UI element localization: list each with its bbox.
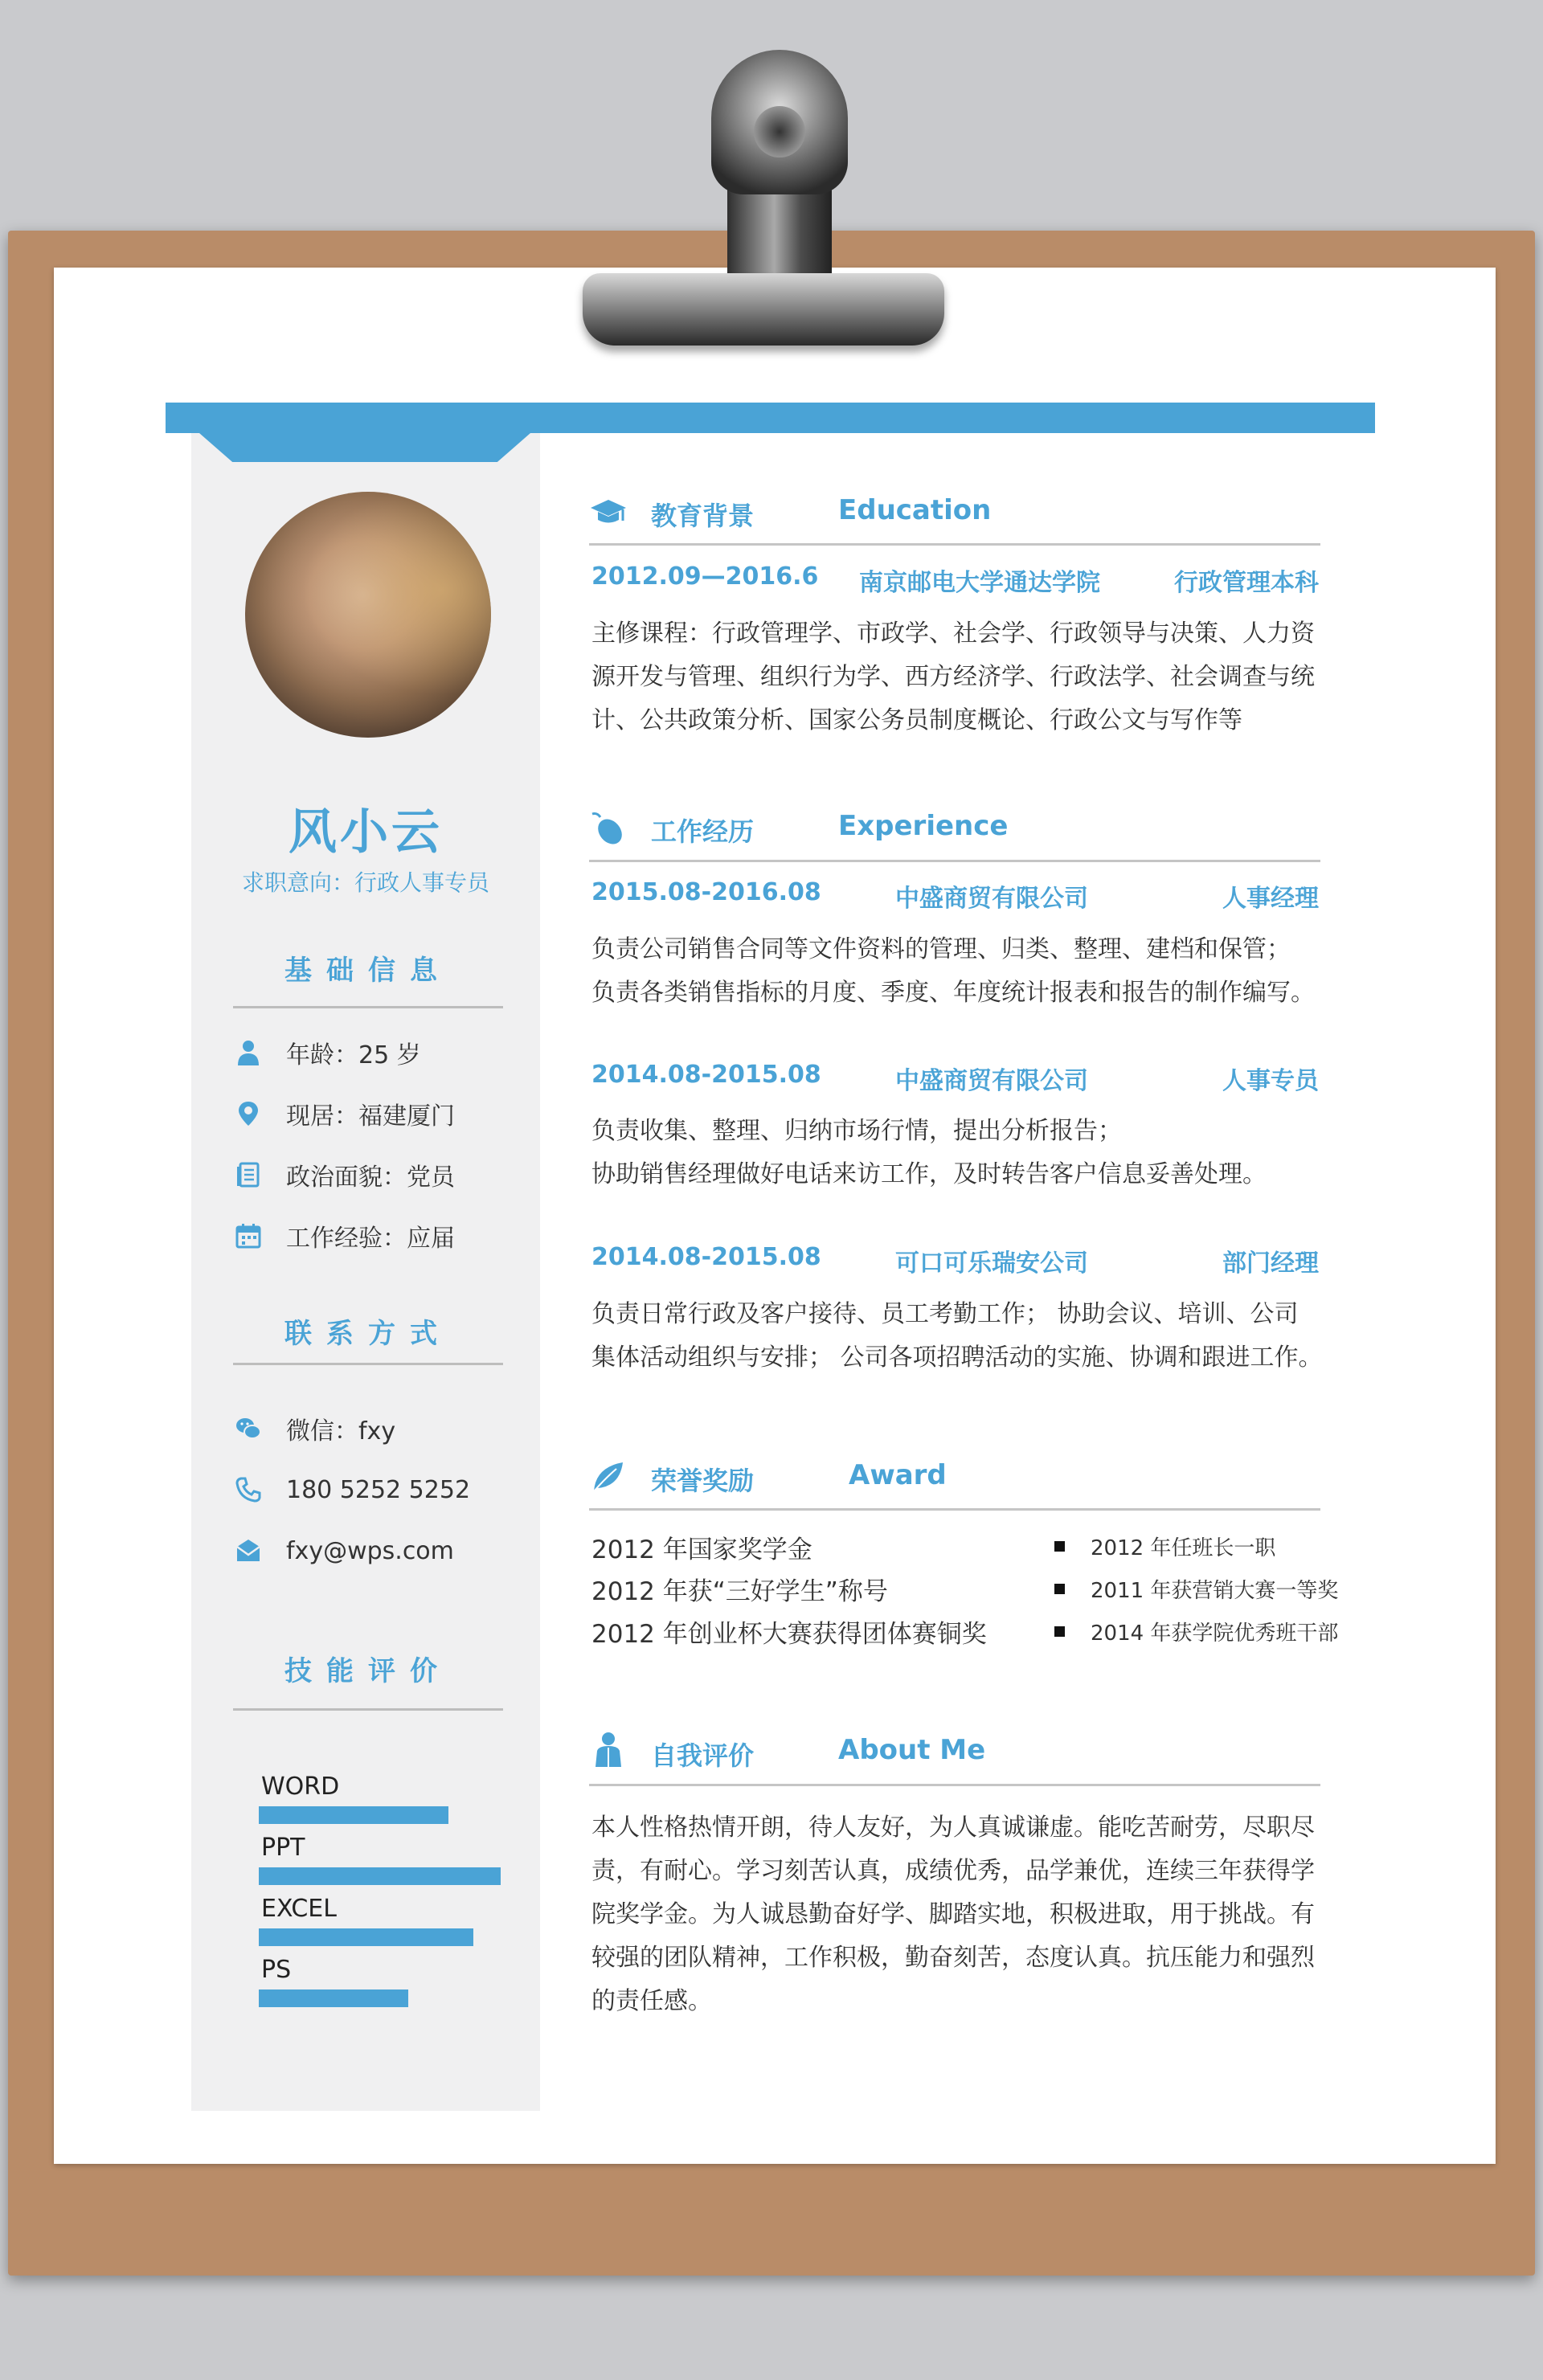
award-item: 2012 年获“三好学生”称号 [591,1577,888,1606]
graduation-cap-icon [589,493,628,532]
job-period: 2015.08-2016.08 [591,878,821,906]
bullet-square-icon [1054,1584,1065,1594]
education-school: 南京邮电大学通达学院 [859,569,1100,597]
mail-icon [235,1537,262,1564]
education-row [591,562,1319,595]
job-desc-line: 集体活动组织与安排； 公司各项招聘活动的实施、协调和跟进工作。 [591,1343,1323,1372]
job-company: 中盛商贸有限公司 [895,1067,1088,1095]
job-desc-line: 负责公司销售合同等文件资料的管理、归类、整理、建档和保管； [591,935,1291,963]
contact-phone-text: 180 5252 5252 [286,1475,471,1504]
job-role: 人事专员 [1222,1067,1319,1095]
award-bullet-item [1054,1531,1275,1561]
avatar [245,492,491,738]
divider [589,860,1320,862]
mouse-icon [589,809,628,848]
contact-wechat [235,1413,395,1445]
info-experience-text: 工作经验：应届 [286,1225,455,1253]
job-desc-line: 协助销售经理做好电话来访工作，及时转告客户信息妥善处理。 [591,1160,1267,1188]
contact-wechat-text: 微信：fxy [286,1417,396,1446]
award-bullet-text: 2014 年获学院优秀班干部 [1091,1621,1339,1646]
education-title-en: Education [838,494,992,526]
info-residence [235,1098,455,1130]
contact-email-text: fxy@wps.com [286,1536,454,1565]
award-bullet-item [1054,1617,1338,1646]
contact-heading: 联系方式 [284,1318,452,1350]
job-desc-line: 负责各类销售指标的月度、季度、年度统计报表和报告的制作编写。 [591,979,1315,1007]
header-accent-bar [166,403,1375,433]
about-title: 自我评价 [651,1740,755,1771]
job-intent: 求职意向：行政人事专员 [241,869,489,896]
divider [233,1708,503,1711]
skill-excel-bar [259,1928,473,1946]
contact-phone [235,1474,470,1506]
bullet-square-icon [1054,1541,1065,1552]
phone-icon [235,1476,262,1503]
education-title: 教育背景 [651,501,755,531]
info-age-text: 年龄：25 岁 [286,1041,421,1069]
sidebar-tab [199,433,530,462]
divider [589,543,1320,546]
binder-clip-base [583,273,944,346]
bullet-square-icon [1054,1626,1065,1637]
job-company: 可口可乐瑞安公司 [895,1249,1088,1278]
award-title: 荣誉奖励 [651,1466,755,1496]
info-political [235,1159,455,1191]
contact-email [235,1535,454,1567]
divider [589,1784,1320,1786]
award-item: 2012 年创业杯大赛获得团体赛铜奖 [591,1620,987,1649]
info-experience [235,1220,455,1252]
about-title-en: About Me [838,1734,986,1766]
job-period: 2014.08-2015.08 [591,1061,821,1089]
award-bullet-text: 2012 年任班长一职 [1091,1536,1276,1560]
basic-info-heading: 基础信息 [284,955,452,987]
education-degree: 行政管理本科 [1174,569,1319,597]
job-company: 中盛商贸有限公司 [895,885,1088,913]
award-item: 2012 年国家奖学金 [591,1536,812,1564]
job-desc-line: 负责收集、整理、归纳市场行情，提出分析报告； [591,1117,1122,1145]
skill-excel-label: EXCEL [261,1895,337,1923]
calendar-icon [235,1222,262,1249]
candidate-name: 风小云 [289,804,443,861]
experience-title-en: Experience [838,810,1009,842]
skills-heading: 技能评价 [284,1655,452,1687]
job-role: 人事经理 [1222,885,1319,913]
binder-clip-hole [754,106,805,157]
award-bullet-text: 2011 年获营销大赛一等奖 [1091,1579,1339,1603]
info-residence-text: 现居：福建厦门 [286,1102,455,1131]
job-row [591,1243,1319,1278]
document-icon [235,1161,262,1188]
award-title-en: Award [849,1459,947,1491]
skill-ps-label: PS [261,1956,292,1984]
skill-word-bar [259,1806,448,1824]
job-period: 2014.08-2015.08 [591,1243,821,1271]
job-desc-line: 负责日常行政及客户接待、员工考勤工作； 协助会议、培训、公司 [591,1300,1299,1328]
info-political-text: 政治面貌：党员 [286,1163,455,1192]
award-bullet-item [1054,1574,1338,1604]
skill-ps-bar [259,1989,408,2007]
person-icon [235,1039,262,1066]
divider [589,1508,1320,1511]
wechat-icon [235,1415,262,1442]
about-text: 本人性格热情开朗，待人友好，为人真诚谦虚。能吃苦耐劳，尽职尽责，有耐心。学习刻苦认真，成绩优秀，品学兼优，连续三年获得学院奖学金。为人诚恳勤奋好学、脚踏实地，积极进取，用于挑战。有较强的团队精神，工作积极，勤奋刻苦，态度认真。抗压能力和强烈的责任感。 [591,1814,1315,2015]
divider [233,1006,503,1008]
experience-title: 工作经历 [651,816,755,847]
info-age [235,1037,421,1069]
skill-ppt-label: PPT [261,1834,305,1862]
education-desc: 主修课程：行政管理学、市政学、社会学、行政领导与决策、人力资源开发与管理、组织行为学、西方经济学、行政法学、社会调查与统计、公共政策分析、国家公务员制度概论、行政公文与写作等 [591,620,1315,734]
person-icon [589,1730,628,1769]
job-row [591,878,1319,913]
location-pin-icon [235,1100,262,1127]
job-row [591,1061,1319,1093]
job-role: 部门经理 [1222,1249,1319,1278]
divider [233,1363,503,1365]
leaf-icon [589,1458,628,1496]
skill-word-label: WORD [261,1773,340,1801]
skill-ppt-bar [259,1867,501,1885]
education-period: 2012.09—2016.6 [591,562,819,591]
